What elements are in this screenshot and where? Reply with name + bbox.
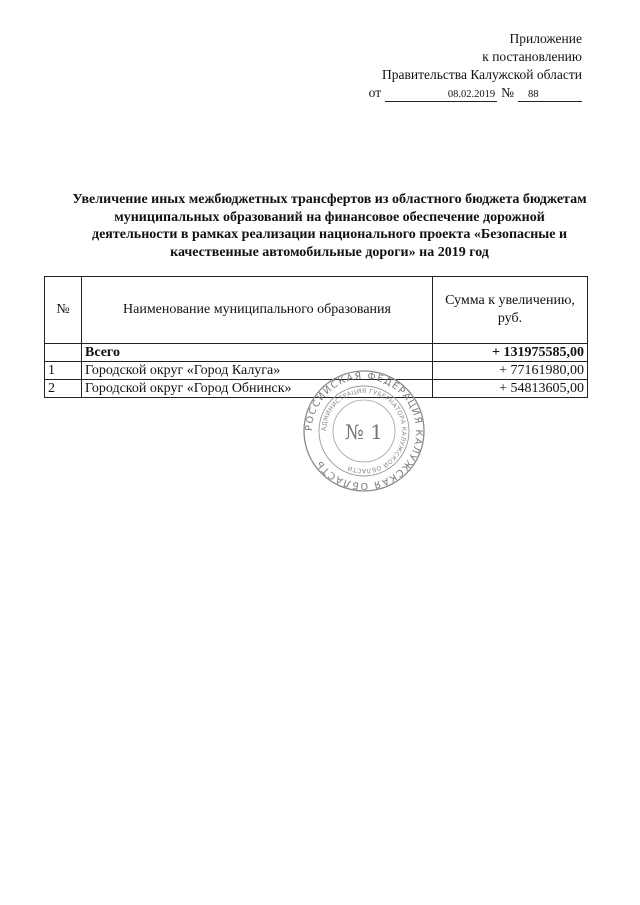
row-index: 1 — [45, 362, 82, 380]
header-number: № — [45, 277, 82, 344]
stamp-inner-text: АДМИНИСТРАЦИЯ ГУБЕРНАТОРА КАЛУЖСКОЙ ОБЛАСТИ — [320, 387, 408, 475]
appendix-date-line — [369, 84, 582, 102]
header-sum: Сумма к увеличению, руб. — [433, 277, 588, 344]
stamp-center-number: № 1 — [344, 420, 384, 444]
row-index: 2 — [45, 380, 82, 398]
appendix-header — [369, 30, 582, 102]
official-stamp — [302, 369, 426, 493]
date-field: 08.02.2019 — [385, 89, 497, 102]
appendix-label: Приложение — [509, 31, 582, 46]
row-sum: + 54813605,00 — [433, 380, 588, 398]
table-row-total — [45, 344, 588, 362]
date-prefix: от — [368, 85, 382, 100]
appendix-resolution-label: к постановлению — [482, 49, 582, 64]
row-name: Городской округ «Город Обнинск» — [82, 380, 433, 398]
appendix-government-label: Правительства Калужской области — [381, 67, 582, 82]
total-label: Всего — [82, 344, 433, 362]
table-header-row — [45, 277, 588, 344]
number-field: 88 — [518, 89, 582, 102]
row-sum: + 77161980,00 — [433, 362, 588, 380]
total-sum: + 131975585,00 — [433, 344, 588, 362]
header-name: Наименование муниципального образования — [82, 277, 433, 344]
number-sign: № — [501, 85, 514, 100]
row-name: Городской округ «Город Калуга» — [82, 362, 433, 380]
total-index-cell — [45, 344, 82, 362]
document-title: Увеличение иных межбюджетных трансфертов из областного бюджета бюджетам муниципальных образований на финансовое обеспечение дорожной деятельности в рамках реализации национального проекта «Безопасные и качественные автомобильные дороги» на 2019 год — [72, 192, 587, 260]
stamp-outer-text: РОССИЙСКАЯ ФЕДЕРАЦИЯ КАЛУЖСКАЯ ОБЛАСТЬ — [303, 370, 425, 492]
